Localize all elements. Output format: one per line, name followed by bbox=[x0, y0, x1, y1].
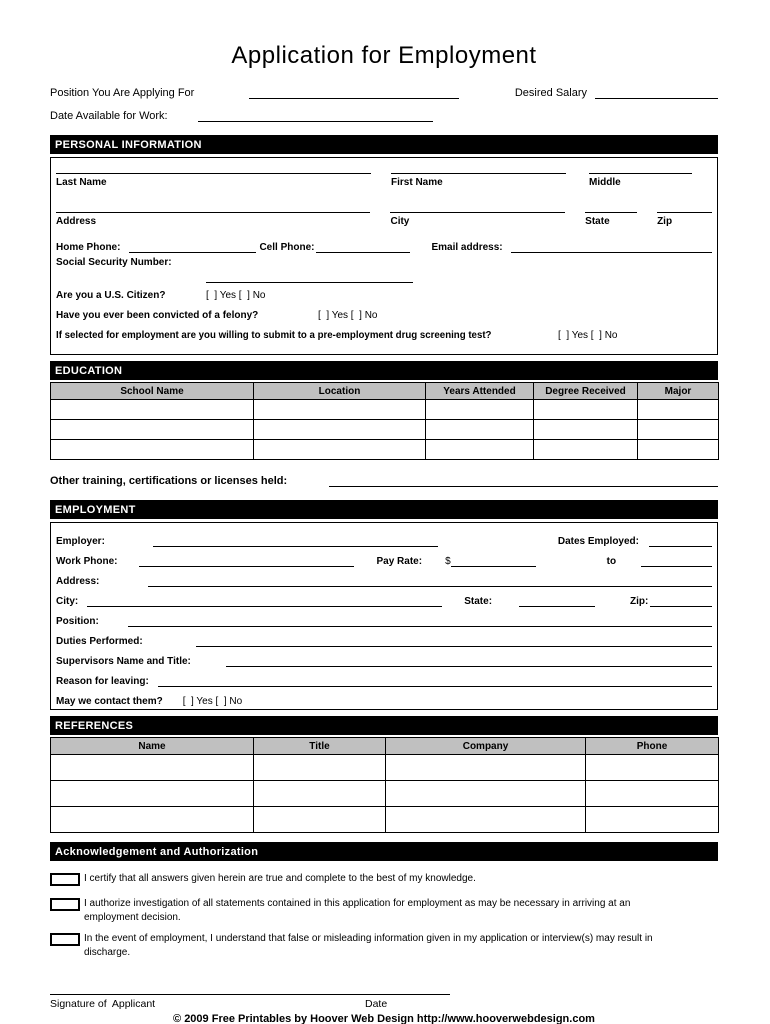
authorize-checkbox[interactable] bbox=[50, 898, 80, 911]
last-name-line[interactable] bbox=[56, 162, 371, 174]
employer-state-field[interactable] bbox=[519, 595, 595, 607]
references-cell[interactable] bbox=[51, 755, 254, 781]
certify-statement: I certify that all answers given herein are true and complete to the best of my knowledge. bbox=[84, 873, 476, 884]
authorize-statement: I authorize investigation of all statements contained in this application for employment as may be necessary in arriving at an employment decision. bbox=[84, 898, 631, 923]
references-table bbox=[50, 737, 719, 833]
citizen-yes-no-checkboxes[interactable]: [ ] Yes [ ] No bbox=[206, 290, 266, 301]
certify-checkbox[interactable] bbox=[50, 873, 80, 886]
email-field[interactable] bbox=[511, 241, 712, 253]
discharge-statement: In the event of employment, I understand that false or misleading information given in my application or interview(s) may result in discharge. bbox=[84, 933, 653, 958]
personal-information-section bbox=[50, 157, 718, 355]
first-name-field[interactable] bbox=[391, 162, 566, 188]
personal-information-bar bbox=[50, 135, 718, 154]
references-row-1 bbox=[51, 755, 719, 781]
last-name-label: Last Name bbox=[56, 177, 107, 188]
education-cell[interactable] bbox=[254, 400, 426, 420]
education-row-1 bbox=[51, 400, 719, 420]
felony-yes-no-checkboxes[interactable]: [ ] Yes [ ] No bbox=[318, 310, 378, 321]
reason-leaving-field[interactable] bbox=[158, 675, 712, 687]
ssn-label: Social Security Number: bbox=[56, 257, 172, 268]
employer-address-field[interactable] bbox=[148, 575, 712, 587]
state-field[interactable] bbox=[585, 201, 637, 227]
middle-name-field[interactable] bbox=[589, 162, 692, 188]
references-col-phone: Phone bbox=[586, 738, 719, 755]
may-we-contact-label: May we contact them? bbox=[56, 696, 163, 707]
ssn-row bbox=[56, 257, 712, 269]
reason-leaving-row bbox=[56, 671, 712, 687]
references-row-3 bbox=[51, 807, 719, 833]
education-cell[interactable] bbox=[638, 420, 719, 440]
other-training-row bbox=[50, 472, 718, 487]
zip-field[interactable] bbox=[657, 201, 712, 227]
references-cell[interactable] bbox=[254, 755, 386, 781]
education-header-row bbox=[51, 383, 719, 400]
references-cell[interactable] bbox=[586, 755, 719, 781]
city-line[interactable] bbox=[390, 201, 565, 213]
duties-label: Duties Performed: bbox=[56, 636, 143, 647]
education-col-years-attended: Years Attended bbox=[426, 383, 534, 400]
employer-city-label: City: bbox=[56, 596, 79, 607]
education-cell[interactable] bbox=[51, 420, 254, 440]
education-title: EDUCATION bbox=[55, 364, 123, 377]
pay-rate-field[interactable] bbox=[451, 555, 536, 567]
form-content bbox=[50, 0, 718, 1024]
may-we-contact-row bbox=[56, 691, 712, 707]
signature-field[interactable] bbox=[50, 993, 450, 995]
other-training-label: Other training, certifications or licenses held: bbox=[50, 475, 288, 487]
education-cell[interactable] bbox=[51, 400, 254, 420]
employer-zip-label: Zip: bbox=[630, 596, 649, 607]
citizen-question-label: Are you a U.S. Citizen? bbox=[56, 290, 166, 301]
education-table bbox=[50, 382, 719, 460]
education-row-3 bbox=[51, 440, 719, 460]
page-title: Application for Employment bbox=[231, 42, 537, 69]
employer-city-field[interactable] bbox=[87, 595, 442, 607]
middle-name-label: Middle bbox=[589, 177, 621, 188]
cell-phone-label: Cell Phone: bbox=[259, 242, 315, 253]
references-col-name: Name bbox=[51, 738, 254, 755]
signature-labels-row bbox=[50, 998, 718, 1012]
pay-rate-label: Pay Rate: bbox=[376, 556, 423, 567]
contact-yes-no-checkboxes[interactable]: [ ] Yes [ ] No bbox=[182, 696, 243, 707]
employer-city-row bbox=[56, 591, 712, 607]
date-available-row bbox=[50, 106, 718, 122]
address-field[interactable] bbox=[56, 201, 370, 227]
first-name-label: First Name bbox=[391, 177, 443, 188]
first-name-line[interactable] bbox=[391, 162, 566, 174]
zip-line[interactable] bbox=[657, 201, 712, 213]
education-cell[interactable] bbox=[534, 400, 638, 420]
name-fields-row bbox=[56, 162, 712, 188]
references-cell[interactable] bbox=[586, 807, 719, 833]
dates-employed-from-field[interactable] bbox=[649, 535, 712, 547]
references-title: REFERENCES bbox=[55, 719, 134, 732]
references-bar bbox=[50, 716, 718, 735]
dollar-sign: $ bbox=[445, 556, 451, 567]
references-cell[interactable] bbox=[586, 781, 719, 807]
desired-salary-label: Desired Salary bbox=[514, 87, 587, 99]
work-phone-field[interactable] bbox=[139, 555, 354, 567]
ack-item-discharge bbox=[50, 932, 718, 959]
education-cell[interactable] bbox=[426, 400, 534, 420]
cell-phone-field[interactable] bbox=[316, 241, 410, 253]
employer-address-row bbox=[56, 571, 712, 587]
date-available-field[interactable] bbox=[198, 110, 433, 122]
discharge-checkbox[interactable] bbox=[50, 933, 80, 946]
ssn-field[interactable] bbox=[206, 273, 413, 283]
education-col-location: Location bbox=[254, 383, 426, 400]
work-phone-row bbox=[56, 551, 712, 567]
references-cell[interactable] bbox=[51, 807, 254, 833]
state-label: State bbox=[585, 216, 610, 227]
references-cell[interactable] bbox=[386, 755, 586, 781]
citizen-question-row bbox=[56, 290, 712, 304]
work-phone-label: Work Phone: bbox=[56, 556, 118, 567]
date-available-label: Date Available for Work: bbox=[50, 110, 168, 122]
drug-test-yes-no-checkboxes[interactable]: [ ] Yes [ ] No bbox=[558, 330, 618, 341]
ack-item-certify bbox=[50, 872, 718, 886]
position-applying-field[interactable] bbox=[249, 87, 459, 99]
references-col-company: Company bbox=[386, 738, 586, 755]
felony-question-row bbox=[56, 310, 712, 324]
employer-field[interactable] bbox=[153, 535, 438, 547]
references-cell[interactable] bbox=[254, 781, 386, 807]
education-bar bbox=[50, 361, 718, 380]
drug-test-question-row bbox=[56, 330, 712, 344]
signature-of-applicant-label: Signature of Applicant bbox=[50, 998, 156, 1010]
dates-employed-label: Dates Employed: bbox=[557, 536, 639, 547]
acknowledgement-bar bbox=[50, 842, 718, 861]
references-cell[interactable] bbox=[386, 807, 586, 833]
employment-section bbox=[50, 522, 718, 710]
education-cell[interactable] bbox=[534, 440, 638, 460]
references-col-title: Title bbox=[254, 738, 386, 755]
acknowledgement-title: Acknowledgement and Authorization bbox=[55, 845, 259, 858]
education-col-degree-received: Degree Received bbox=[534, 383, 638, 400]
supervisor-field[interactable] bbox=[226, 655, 712, 667]
phones-row bbox=[56, 239, 712, 253]
reason-leaving-label: Reason for leaving: bbox=[56, 676, 149, 687]
city-label: City bbox=[390, 216, 410, 227]
references-header-row bbox=[51, 738, 719, 755]
duties-row bbox=[56, 631, 712, 647]
references-cell[interactable] bbox=[51, 781, 254, 807]
supervisor-label: Supervisors Name and Title: bbox=[56, 656, 191, 667]
position-held-row bbox=[56, 611, 712, 627]
copyright-footer: © 2009 Free Printables by Hoover Web Design http://www.hooverwebdesign.com bbox=[173, 1013, 595, 1024]
dates-employed-to-field[interactable] bbox=[641, 555, 712, 567]
supervisor-row bbox=[56, 651, 712, 667]
felony-question-label: Have you ever been convicted of a felony? bbox=[56, 310, 259, 321]
address-label: Address bbox=[56, 216, 97, 227]
position-held-field[interactable] bbox=[128, 615, 712, 627]
position-held-label: Position: bbox=[56, 616, 99, 627]
address-fields-row bbox=[56, 201, 712, 227]
employer-address-label: Address: bbox=[56, 576, 100, 587]
date-label: Date bbox=[365, 998, 388, 1010]
education-col-school-name: School Name bbox=[51, 383, 254, 400]
home-phone-field[interactable] bbox=[129, 241, 256, 253]
education-cell[interactable] bbox=[534, 420, 638, 440]
employment-title: EMPLOYMENT bbox=[55, 503, 136, 516]
home-phone-label: Home Phone: bbox=[56, 242, 121, 253]
education-cell[interactable] bbox=[426, 420, 534, 440]
education-cell[interactable] bbox=[638, 400, 719, 420]
employer-label: Employer: bbox=[56, 536, 105, 547]
education-cell[interactable] bbox=[254, 440, 426, 460]
address-line[interactable] bbox=[56, 201, 370, 213]
position-applying-label: Position You Are Applying For bbox=[50, 87, 195, 99]
zip-label: Zip bbox=[657, 216, 673, 227]
state-line[interactable] bbox=[585, 201, 637, 213]
employer-row bbox=[56, 531, 712, 547]
education-cell[interactable] bbox=[254, 420, 426, 440]
ack-item-authorize bbox=[50, 897, 718, 924]
education-cell[interactable] bbox=[638, 440, 719, 460]
references-row-2 bbox=[51, 781, 719, 807]
education-col-major: Major bbox=[638, 383, 719, 400]
other-training-field[interactable] bbox=[329, 475, 718, 487]
drug-test-question-label: If selected for employment are you willing to submit to a pre-employment drug screening test? bbox=[56, 330, 492, 341]
employer-zip-field[interactable] bbox=[650, 595, 712, 607]
middle-name-line[interactable] bbox=[589, 162, 692, 174]
city-field[interactable] bbox=[390, 201, 565, 227]
education-row-2 bbox=[51, 420, 719, 440]
last-name-field[interactable] bbox=[56, 162, 371, 188]
education-cell[interactable] bbox=[426, 440, 534, 460]
position-row bbox=[50, 83, 718, 99]
to-label: to bbox=[606, 556, 617, 567]
employer-state-label: State: bbox=[464, 596, 493, 607]
personal-information-title: PERSONAL INFORMATION bbox=[55, 138, 202, 151]
employment-bar bbox=[50, 500, 718, 519]
duties-field[interactable] bbox=[196, 635, 712, 647]
email-label: Email address: bbox=[431, 242, 503, 253]
ssn-line-row bbox=[56, 273, 712, 285]
education-cell[interactable] bbox=[51, 440, 254, 460]
references-cell[interactable] bbox=[386, 781, 586, 807]
references-cell[interactable] bbox=[254, 807, 386, 833]
desired-salary-field[interactable] bbox=[595, 87, 718, 99]
